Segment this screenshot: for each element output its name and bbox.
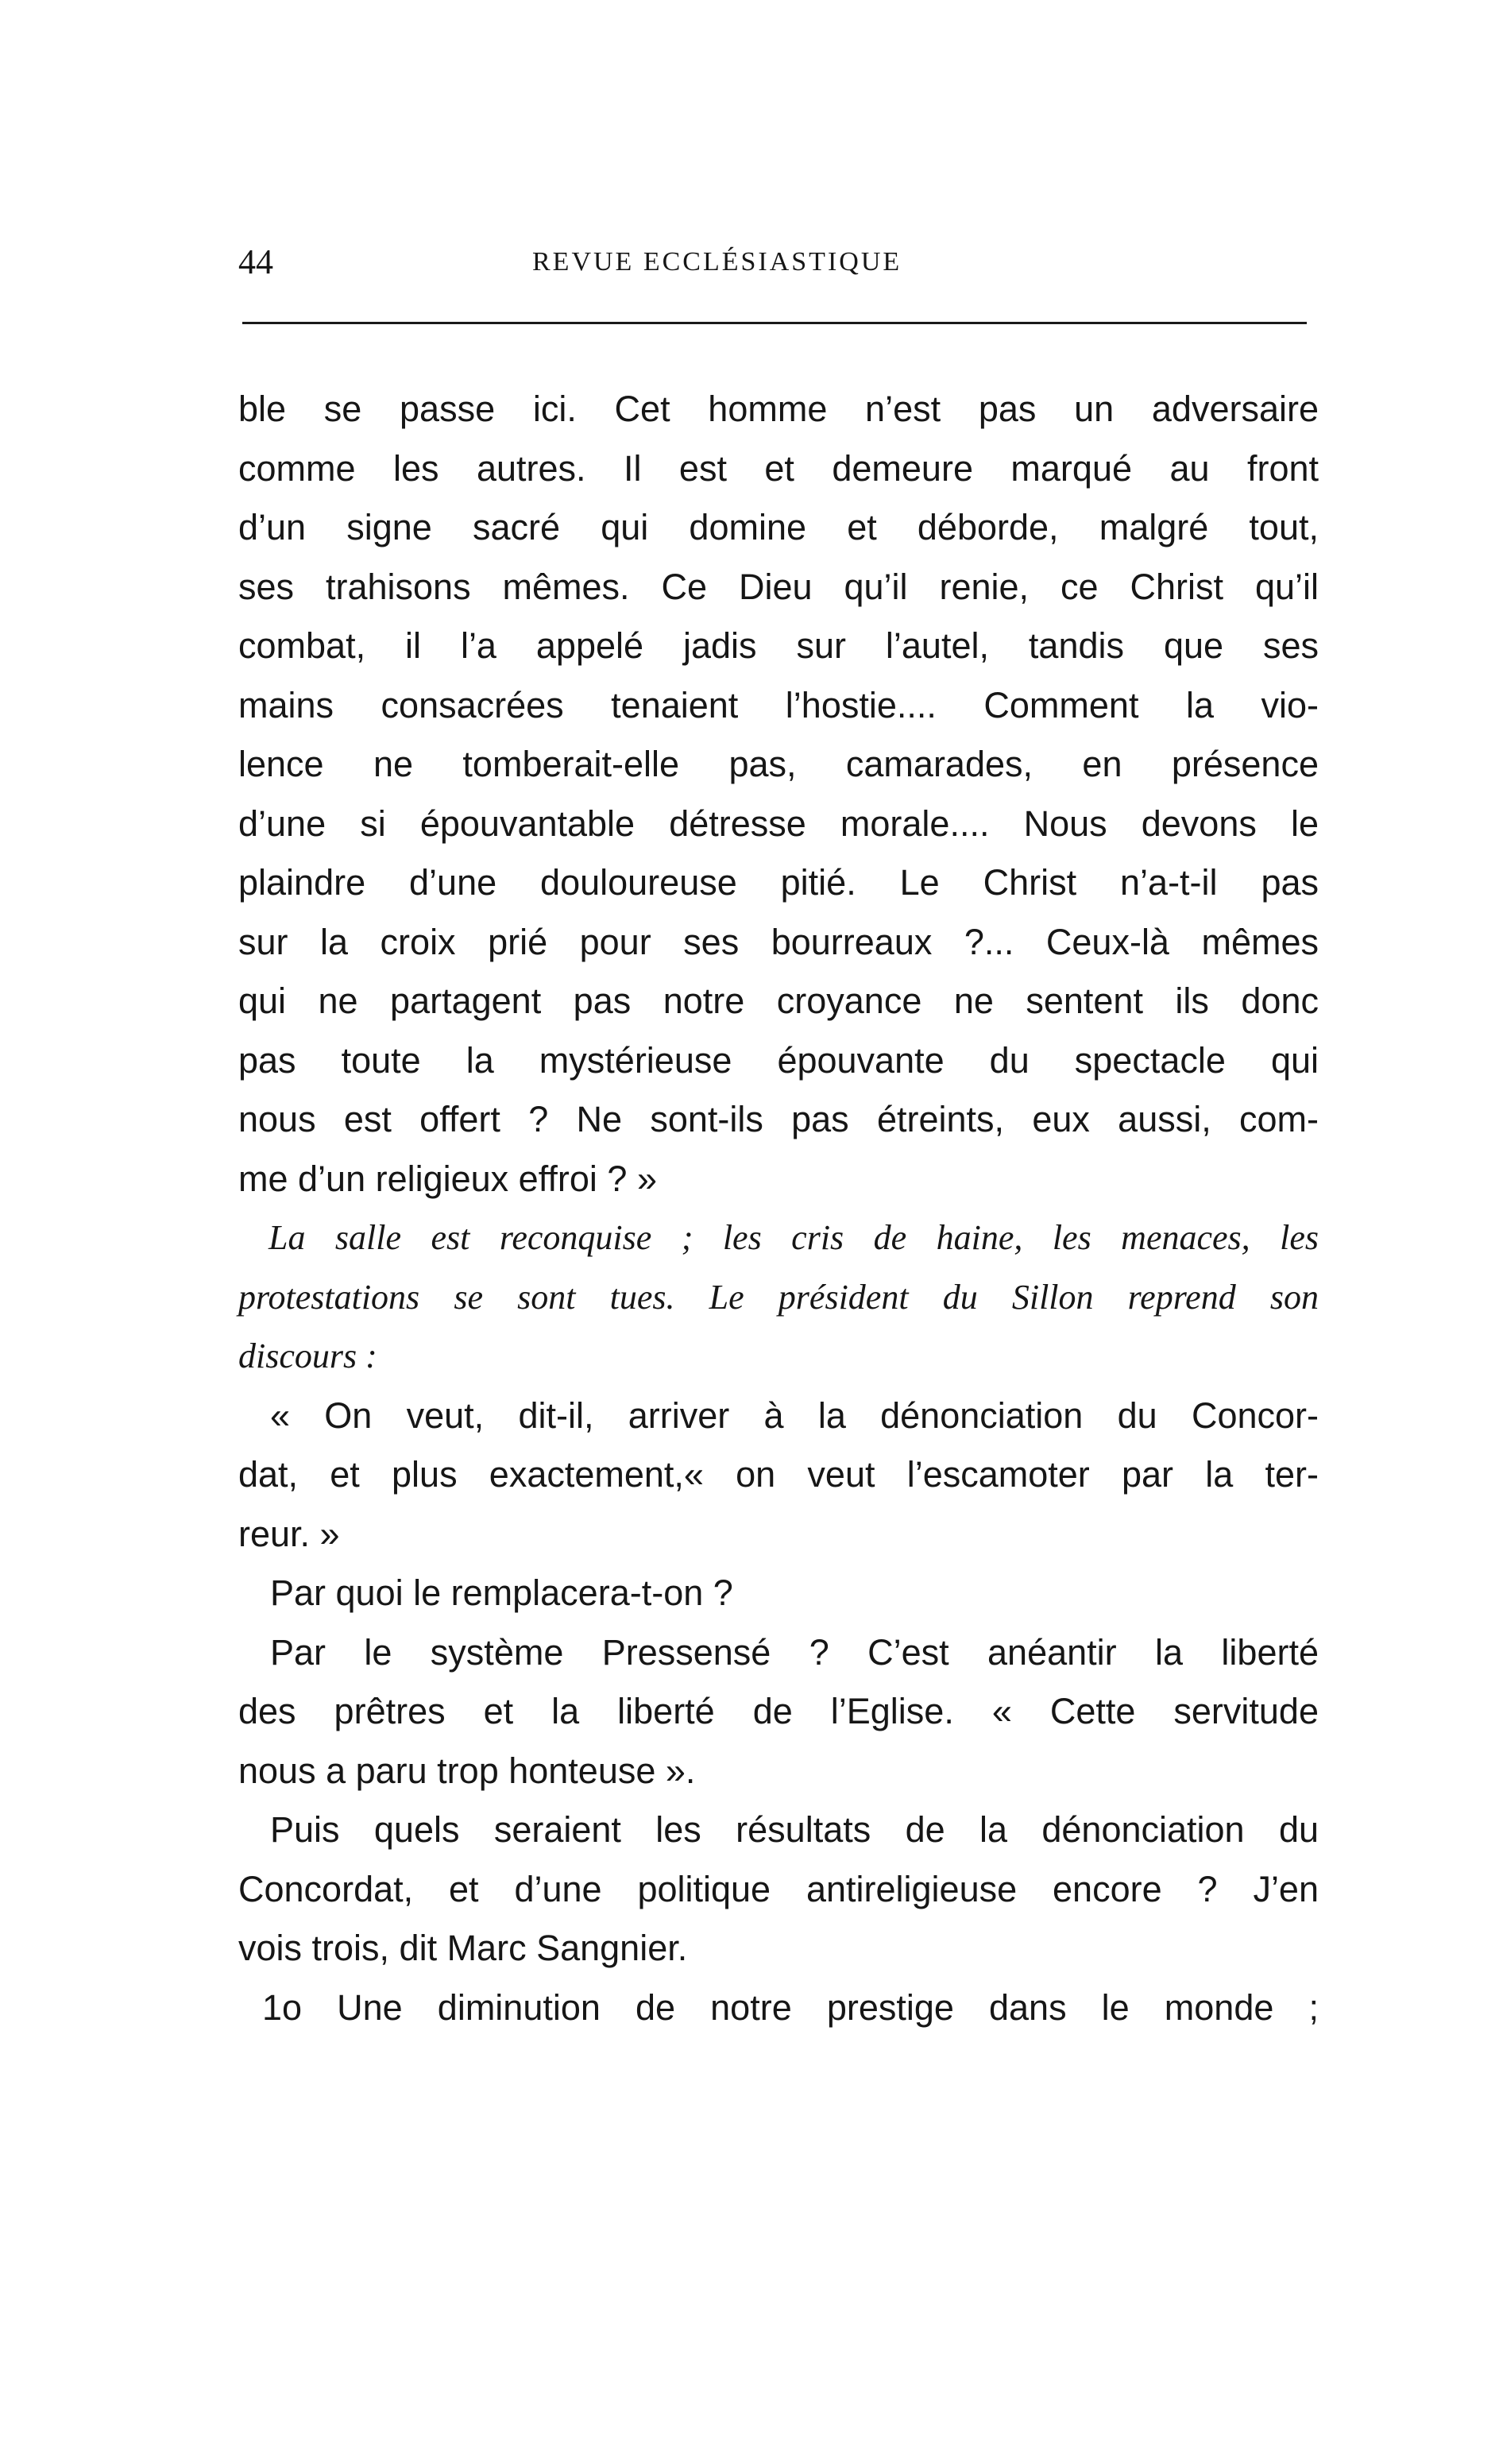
stage-direction-line: discours : [238,1336,377,1375]
running-title: REVUE ECCLÉSIASTIQUE [532,247,902,277]
text-line: qui ne partagent pas notre croyance ne sentent ils donc [238,981,1319,1021]
text-line: combat, il l’a appelé jadis sur l’autel, tandis que ses [238,625,1319,666]
text-line: Par le système Pressensé ? C’est anéantir la liberté [270,1631,1319,1673]
text-line: dat, et plus exactement,« on veut l’escamoter par la ter- [238,1454,1319,1495]
text-line: pas toute la mystérieuse épouvante du spectacle qui [238,1039,1319,1081]
text-line: me d’un religieux effroi ? » [238,1158,657,1199]
text-line: mains consacrées tenaient l’hostie.... Comment la vio- [238,684,1319,725]
text-line: des prêtres et la liberté de l’Eglise. « Cette servitude [238,1691,1319,1731]
text-line: nous a paru trop honteuse ». [238,1750,696,1791]
stage-direction-line: La salle est reconquise ; les cris de haine, les menaces, les [269,1218,1319,1257]
text-line: ble se passe ici. Cet homme n’est pas un adversaire [238,389,1319,429]
text-line: d’une si épouvantable détresse morale.... Nous devons le [238,803,1319,844]
text-line: nous est offert ? Ne sont-ils pas étreints, eux aussi, com- [238,1099,1319,1139]
text-line: d’un signe sacré qui domine et déborde, malgré tout, [238,507,1319,547]
text-line: ses trahisons mêmes. Ce Dieu qu’il renie, ce Christ qu’il [238,566,1319,607]
text-line: Par quoi le remplacera-t-on ? [270,1572,733,1613]
text-line: reur. » [238,1513,340,1554]
text-line: comme les autres. Il est et demeure marqué au front [238,447,1319,489]
text-line: lence ne tomberait-elle pas, camarades, en présence [238,744,1319,784]
page-header [238,238,1335,286]
text-line: Concordat, et d’une politique antireligieuse encore ? J’en [238,1868,1319,1909]
text-line: sur la croix prié pour ses bourreaux ?... Ceux-là mêmes [238,921,1319,962]
header-rule [242,322,1307,324]
text-line: plaindre d’une douloureuse pitié. Le Christ n’a-t-il pas [238,862,1319,903]
page-number: 44 [238,242,273,281]
text-line: « On veut, dit-il, arriver à la dénonciation du Concor- [270,1394,1319,1436]
text-line: Puis quels seraient les résultats de la dénonciation du [270,1809,1319,1850]
text-line: vois trois, dit Marc Sangnier. [238,1928,688,1968]
body-text [238,380,1319,2037]
stage-direction-line: protestations se sont tues. Le président du Sillon reprend son [238,1277,1319,1317]
list-item: 1o Une diminution de notre prestige dans le monde ; [262,1986,1319,2028]
